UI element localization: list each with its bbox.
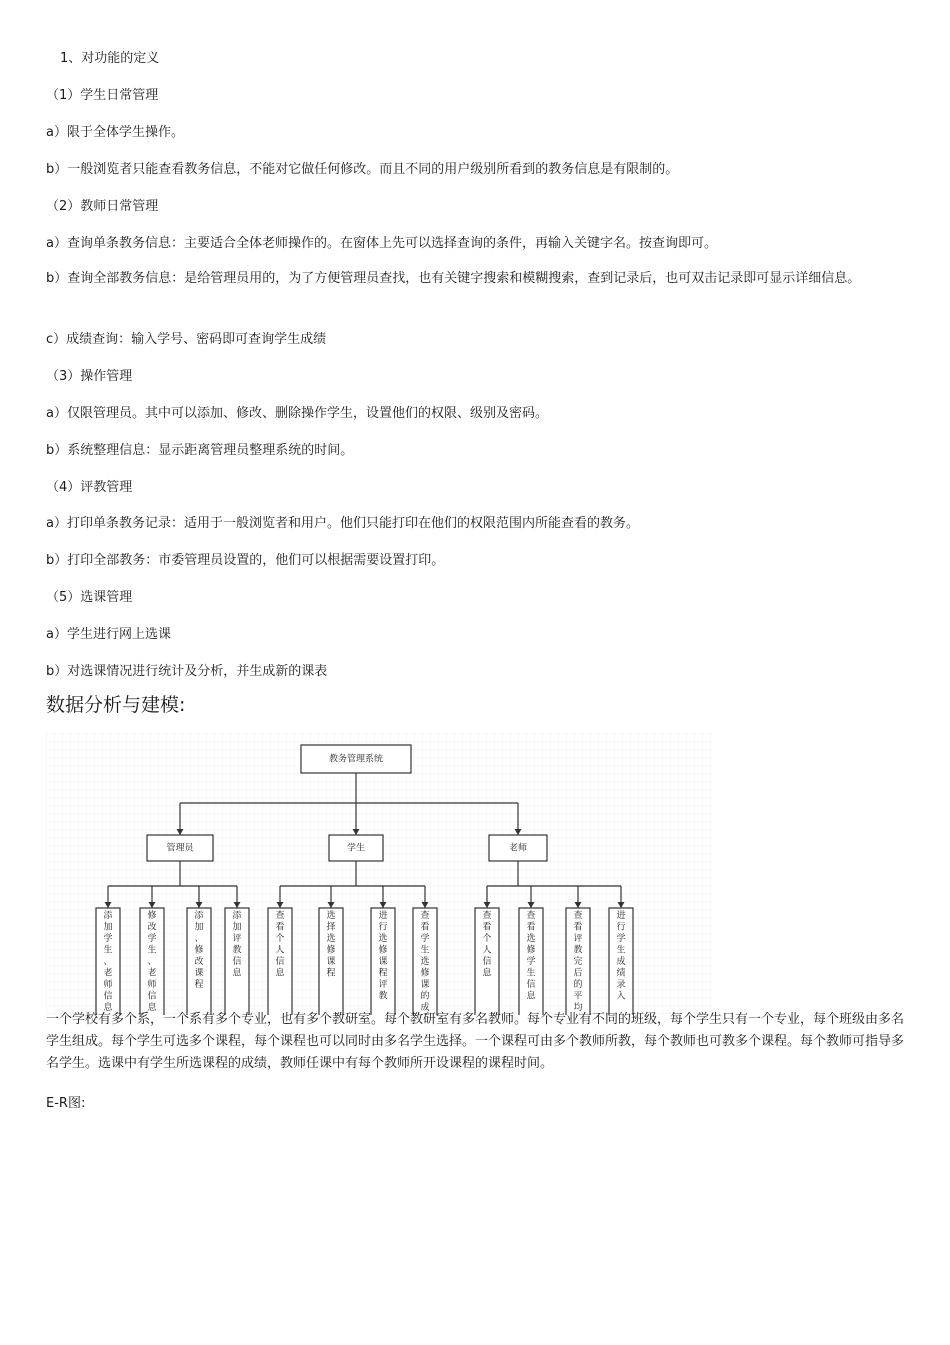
child-node-label-1-3: 查看学生选修课的成	[420, 911, 430, 1013]
org-chart-diagram	[46, 733, 714, 1015]
item-1a: a）限于全体学生操作。	[46, 125, 184, 140]
child-node-label-0-0: 添加学生、老师信息	[103, 911, 113, 1013]
item-4a: a）打印单条教务记录：适用于一般浏览者和用户。他们只能打印在他们的权限范围内所能查看的教务。	[46, 516, 639, 531]
item-3b: b）系统整理信息：显示距离管理员整理系统的时间。	[46, 443, 354, 458]
item-4-heading: （4）评教管理	[46, 480, 133, 495]
item-2b: b）查询全部教务信息：是给管理员用的，为了方便管理员查找，也有关键字搜索和模糊搜索，查到记录后，也可双击记录即可显示详细信息。	[46, 271, 861, 286]
item-2-heading: （2）教师日常管理	[46, 199, 159, 214]
item-5b: b）对选课情况进行统计及分析，并生成新的课表	[46, 664, 328, 679]
org-chart-svg	[46, 733, 714, 1015]
section-title: 1、对功能的定义	[60, 51, 160, 66]
item-1b: b）一般浏览者只能查看教务信息，不能对它做任何修改。而且不同的用户级别所看到的教务信息是有限制的。	[46, 162, 679, 177]
child-node-label-1-2: 进行选修课程评教	[378, 911, 388, 1002]
child-node-label-1-1: 选择选修课程	[326, 911, 336, 979]
root-node-label: 教务管理系统	[328, 754, 384, 765]
item-1-heading: （1）学生日常管理	[46, 88, 159, 103]
child-node-label-0-3: 添加评教信息	[232, 911, 242, 979]
child-node-label-0-2: 添加、修改课程	[194, 911, 204, 990]
item-5-heading: （5）选课管理	[46, 590, 133, 605]
group-node-label-2: 老师	[508, 843, 528, 854]
item-2c: c）成绩查询：输入学号、密码即可查询学生成绩	[46, 332, 327, 347]
group-node-label-0: 管理员	[166, 843, 194, 854]
item-5a: a）学生进行网上选课	[46, 627, 171, 642]
item-2a: a）查询单条教务信息：主要适合全体老师操作的。在窗体上先可以选择查询的条件，再输入关键字名。按查询即可。	[46, 236, 717, 251]
er-description-paragraph: 一个学校有多个系，一个系有多个专业，也有多个教研室。每个教研室有多名教师。每个专业有不同的班级，每个学生只有一个专业，每个班级由多名学生组成。每个学生可选多个课程，每个课程也可以同时由多名学生选择。一个课程可由多个教师所教，每个教师也可教多个课程。每个教师可指导多名学生。选课中有学生所选课程的成绩，教师任课中有每个教师所开设课程的课程时间。	[46, 1012, 905, 1071]
child-node-label-0-1: 修改学生、老师信息	[147, 911, 157, 1013]
item-3a: a）仅限管理员。其中可以添加、修改、删除操作学生，设置他们的权限、级别及密码。	[46, 406, 548, 421]
section-heading: 数据分析与建模:	[46, 694, 186, 716]
item-3-heading: （3）操作管理	[46, 369, 133, 384]
child-node-label-2-0: 查看个人信息	[482, 911, 492, 979]
child-node-label-1-0: 查看个人信息	[275, 911, 285, 979]
er-label: E-R图:	[46, 1096, 86, 1111]
child-node-label-2-3: 进行学生成绩录入	[616, 911, 626, 1002]
child-node-label-2-2: 查看评教完后的平均	[573, 911, 583, 1013]
child-node-label-2-1: 查看选修学生信息	[526, 911, 536, 1002]
group-node-label-1: 学生	[346, 843, 366, 854]
item-4b: b）打印全部教务：市委管理员设置的，他们可以根据需要设置打印。	[46, 553, 445, 568]
